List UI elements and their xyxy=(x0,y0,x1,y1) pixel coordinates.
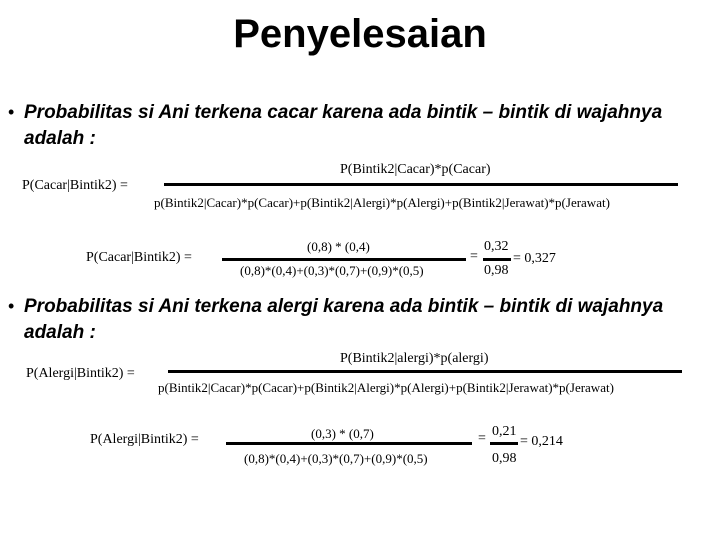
equals-sign: = xyxy=(478,431,486,446)
fraction-denominator: 0,98 xyxy=(492,451,517,466)
calc-lhs: P(Cacar|Bintik2) = xyxy=(86,250,192,265)
formula-numerator: P(Bintik2|Cacar)*p(Cacar) xyxy=(340,162,491,177)
formula-denominator: p(Bintik2|Cacar)*p(Cacar)+p(Bintik2|Alergi)*p(Alergi)+p(Bintik2|Jerawat)*p(Jerawat) xyxy=(154,195,610,210)
result-value: = 0,214 xyxy=(520,434,563,449)
formula-denominator: p(Bintik2|Cacar)*p(Cacar)+p(Bintik2|Alergi)*p(Alergi)+p(Bintik2|Jerawat)*p(Jerawat) xyxy=(158,380,614,395)
formula-lhs: P(Cacar|Bintik2) = xyxy=(22,178,128,193)
slide-title: Penyelesaian xyxy=(233,12,487,56)
fraction-denominator: 0,98 xyxy=(484,263,509,278)
bullet-marker: • xyxy=(8,296,15,316)
calc-denominator: (0,8)*(0,4)+(0,3)*(0,7)+(0,9)*(0,5) xyxy=(244,451,428,466)
equals-sign: = xyxy=(470,249,478,264)
fraction-bar xyxy=(222,258,466,261)
formula-numerator: P(Bintik2|alergi)*p(alergi) xyxy=(340,351,489,366)
question-line-1: Probabilitas si Ani terkena alergi karena ada bintik – bintik di wajahnya xyxy=(24,296,664,317)
fraction-bar xyxy=(168,370,682,373)
calc-lhs: P(Alergi|Bintik2) = xyxy=(90,432,199,447)
fraction-bar xyxy=(490,442,518,445)
calc-numerator: (0,8) * (0,4) xyxy=(307,239,370,254)
fraction-numerator: 0,21 xyxy=(492,424,517,439)
fraction-bar xyxy=(226,442,472,445)
result-value: = 0,327 xyxy=(513,251,556,266)
question-line-1: Probabilitas si Ani terkena cacar karena ada bintik – bintik di wajahnya xyxy=(24,102,663,123)
question-line-2: adalah : xyxy=(24,322,96,343)
calc-denominator: (0,8)*(0,4)+(0,3)*(0,7)+(0,9)*(0,5) xyxy=(240,263,424,278)
formula-lhs: P(Alergi|Bintik2) = xyxy=(26,366,135,381)
question-line-2: adalah : xyxy=(24,128,96,149)
fraction-bar xyxy=(483,258,511,261)
fraction-bar xyxy=(164,183,678,186)
fraction-numerator: 0,32 xyxy=(484,239,509,254)
bullet-marker: • xyxy=(8,102,15,122)
calc-numerator: (0,3) * (0,7) xyxy=(311,426,374,441)
